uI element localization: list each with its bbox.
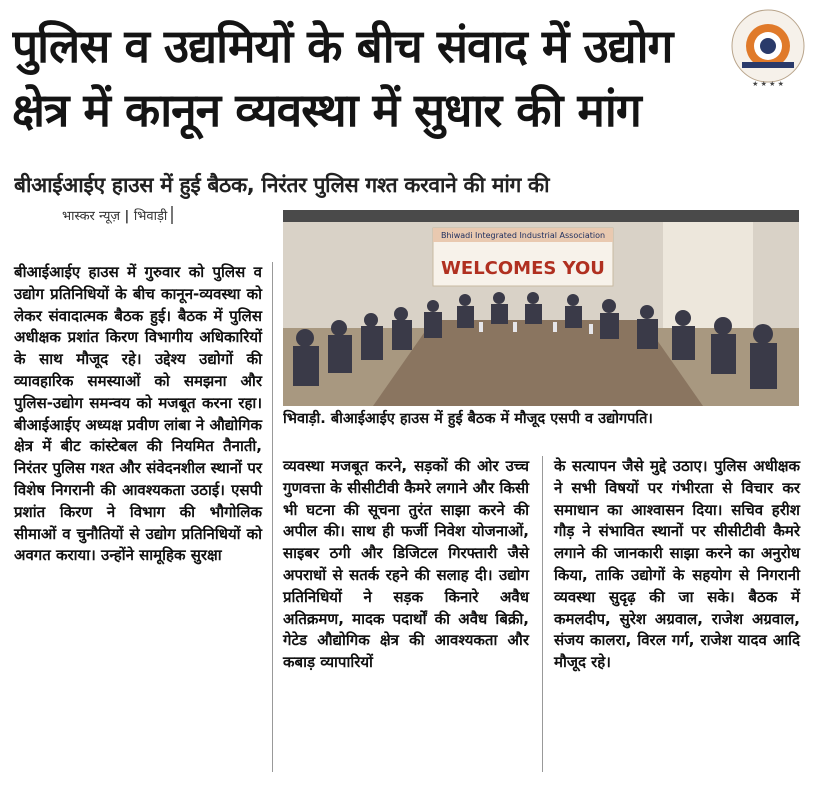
association-logo — [722, 6, 814, 94]
byline: भास्कर न्यूज़ | भिवाड़ी — [62, 206, 173, 224]
meeting-photo — [283, 210, 799, 406]
byline-source: भास्कर न्यूज़ — [62, 209, 121, 224]
column-divider — [542, 456, 543, 772]
banner-text: WELCOMES YOU — [441, 258, 605, 279]
byline-place: भिवाड़ी — [133, 209, 168, 224]
headline-line-2: क्षेत्र में कानून व्यवस्था में सुधार की मांग — [12, 83, 641, 137]
headline-line-1: पुलिस व उद्यमियों के बीच संवाद में उद्योग — [12, 19, 673, 73]
headline — [12, 14, 732, 142]
svg-text:★ ★ ★ ★: ★ ★ ★ ★ — [752, 80, 784, 88]
photo-caption: भिवाड़ी. बीआईआईए हाउस में हुई बैठक में मौजूद एसपी व उद्योगपति। — [283, 411, 653, 427]
banner-title: Bhiwadi Integrated Industrial Association — [440, 231, 606, 240]
subheadline: बीआईआईए हाउस में हुई बैठक, निरंतर पुलिस गश्त करवाने की मांग की — [14, 173, 550, 197]
article-column-2: व्यवस्था मजबूत करने, सड़कों की ओर उच्च गुणवत्ता के सीसीटीवी कैमरे लगाने और किसी भी घटना की सूचना तुरंत साझा करने की अपील की। साथ ही फर्जी निवेश योजनाओं, साइबर ठगी और डिजिटल गिरफ्तारी जैसे अपराधों से सतर्क रहने की सलाह दी। उद्योग प्रतिनिधियों ने सड़क किनारे अवैध अतिक्रमण, मादक पदार्थों की अवैध बिक्री, गेटेड औद्योगिक क्षेत्र की आवश्यकता और कबाड़ व्यापारियों — [283, 457, 529, 672]
column-divider — [272, 262, 273, 772]
article-column-3: के सत्यापन जैसे मुद्दे उठाए। पुलिस अधीक्षक ने सभी विषयों पर गंभीरता से विचार कर समाधान का आश्वासन दिया। सचिव हरीश गौड़ ने संभावित स्थानों पर सीसीटीवी कैमरे लगाने की जानकारी साझा करने का अनुरोध किया, ताकि उद्योगों के सहयोग से निगरानी व्यवस्था सुदृढ़ की जा सके। बैठक में कमलदीप, सुरेश अग्रवाल, राजेश अग्रवाल, संजय कालरा, विरल गर्ग, राजेश यादव आदि मौजूद रहे। — [554, 457, 800, 672]
article-column-1: बीआईआईए हाउस में गुरुवार को पुलिस व उद्योग प्रतिनिधियों के बीच कानून-व्यवस्था को लेकर संवादात्मक बैठक हुई। बैठक में पुलिस अधीक्षक प्रशांत किरण विभागीय अधिकारियों के साथ मौजूद रहे। उद्देश्य उद्योगों की व्यावहारिक समस्याओं को समझना और पुलिस-उद्योग समन्वय को मजबूत करना रहा। बीआईआईए अध्यक्ष प्रवीण लांबा ने औद्योगिक क्षेत्र में बीट कांस्टेबल की नियमित तैनाती, निरंतर पुलिस गश्त और संवेदनशील स्थानों पर विशेष निगरानी की आवश्यकता उठाई। एसपी प्रशांत किरण ने विभाग की भौगोलिक सीमाओं व चुनौतियों से उद्योग प्रतिनिधियों को अवगत कराया। उन्होंने सामूहिक सुरक्षा — [14, 263, 262, 565]
